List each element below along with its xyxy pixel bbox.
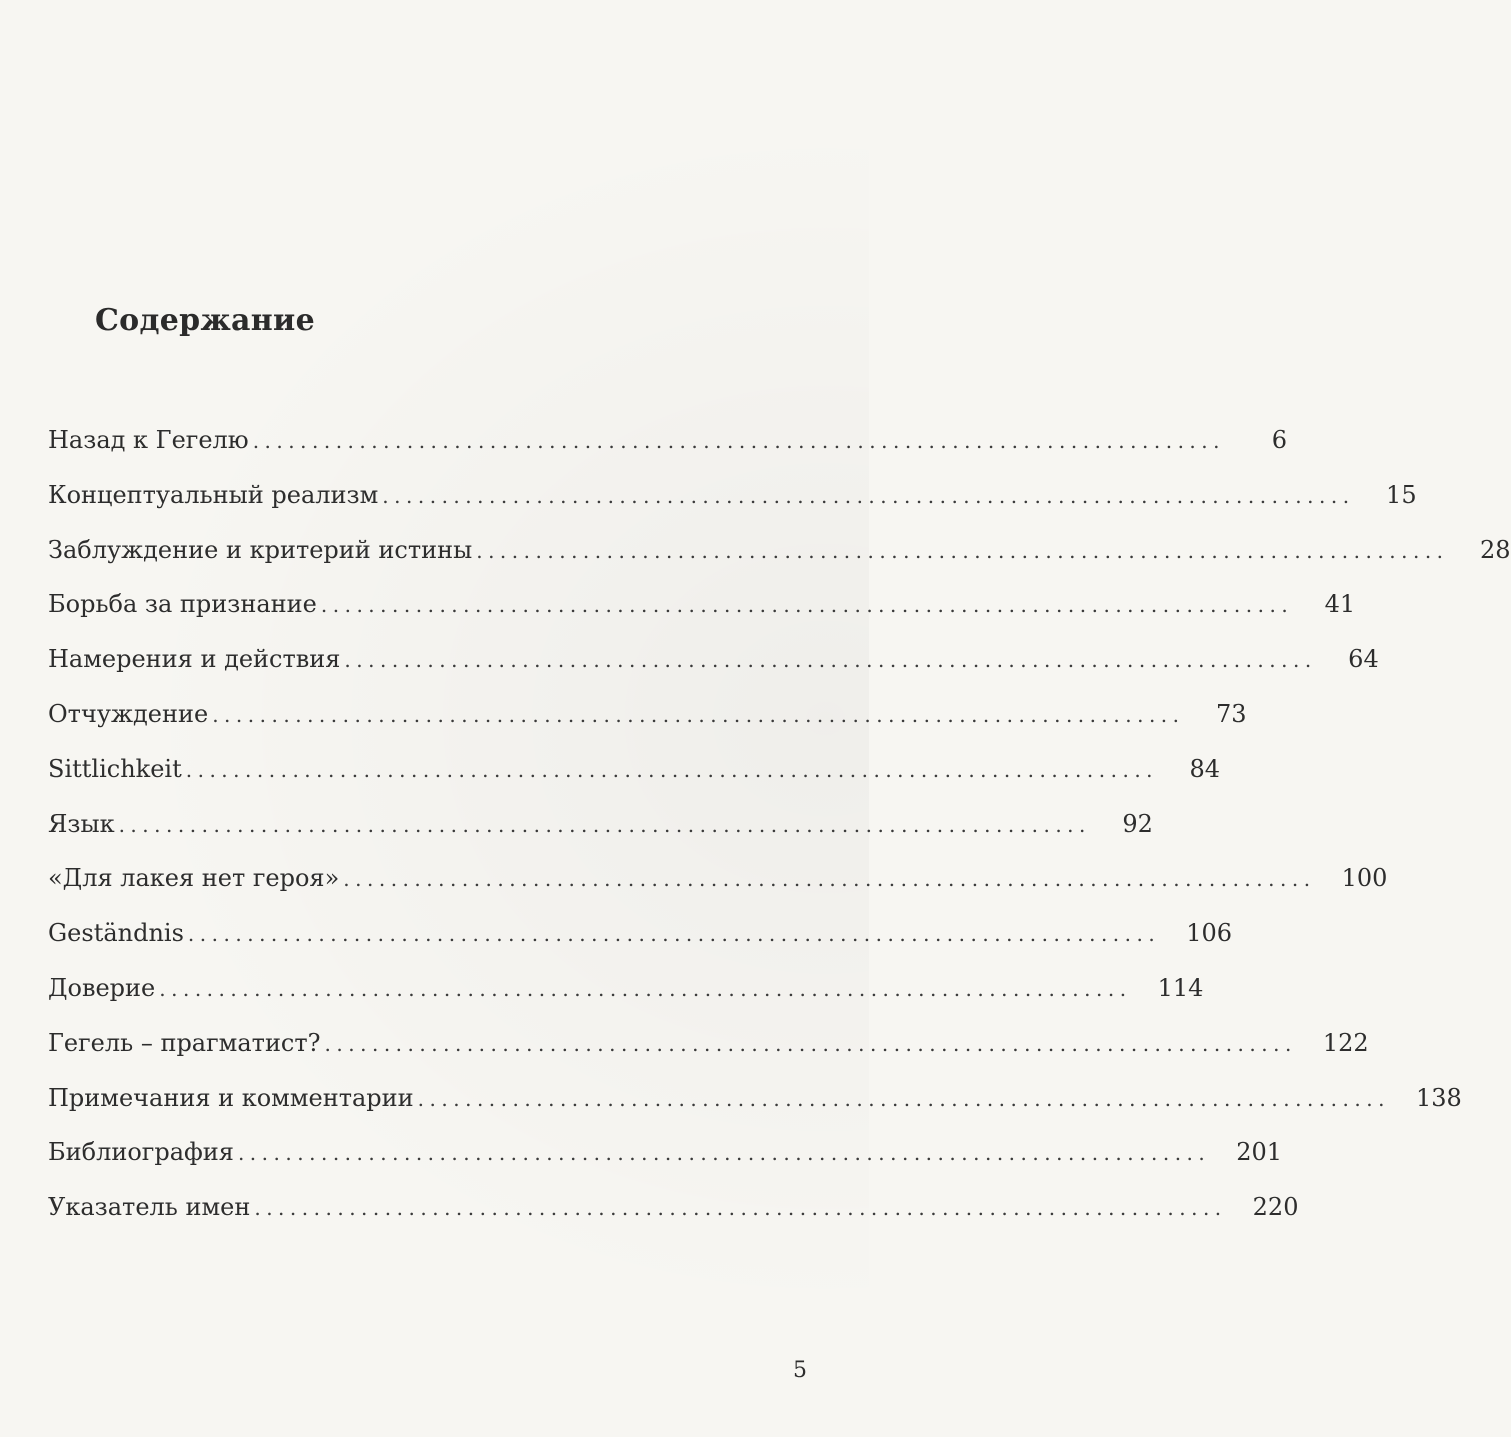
toc-entry bbox=[48, 1078, 1462, 1133]
toc-entry-title: Доверие bbox=[48, 973, 156, 1002]
toc-entry-title: Язык bbox=[48, 809, 115, 838]
table-of-contents bbox=[48, 420, 1511, 1242]
contents-heading: Содержание bbox=[95, 303, 315, 338]
toc-leader-dots: .................................................................................. bbox=[185, 757, 1159, 782]
toc-leader-dots: .................................................................................. bbox=[212, 702, 1185, 727]
toc-entry-title: Библиография bbox=[48, 1138, 234, 1167]
toc-entry-title: Примечания и комментарии bbox=[48, 1083, 414, 1112]
toc-leader-dots: .................................................................................. bbox=[254, 1196, 1227, 1221]
toc-entry-page: 84 bbox=[1189, 754, 1221, 783]
toc-entry-page: 73 bbox=[1215, 699, 1247, 728]
toc-entry-page: 64 bbox=[1348, 645, 1379, 674]
toc-entry bbox=[48, 475, 1417, 530]
toc-entry-title: Борьба за признание bbox=[48, 590, 317, 619]
toc-leader-dots: .................................................................................. bbox=[237, 1141, 1211, 1166]
toc-entry-title: Намерения и действия bbox=[48, 645, 341, 674]
toc-leader-dots: .................................................................................. bbox=[324, 1031, 1297, 1056]
toc-entry bbox=[48, 1132, 1283, 1187]
toc-leader-dots: .................................................................................. bbox=[320, 593, 1294, 618]
toc-entry-page: 6 bbox=[1271, 426, 1287, 454]
toc-entry-page: 114 bbox=[1157, 973, 1204, 1002]
toc-entry-title: Назад к Гегелю bbox=[48, 426, 249, 454]
toc-entry-page: 15 bbox=[1386, 480, 1417, 509]
toc-entry bbox=[48, 913, 1233, 968]
toc-entry bbox=[48, 694, 1247, 749]
toc-entry-title: Geständnis bbox=[48, 919, 184, 948]
toc-leader-dots: .................................................................................. bbox=[159, 976, 1132, 1001]
toc-entry-title: Отчуждение bbox=[48, 699, 209, 728]
toc-leader-dots: .................................................................................. bbox=[343, 867, 1316, 892]
toc-entry-title: «Для лакея нет героя» bbox=[48, 864, 340, 893]
toc-leader-dots: .................................................................................. bbox=[382, 483, 1355, 508]
toc-entry bbox=[48, 1187, 1299, 1242]
toc-entry-page: 41 bbox=[1324, 590, 1356, 619]
toc-entry-page: 138 bbox=[1415, 1083, 1462, 1112]
toc-entry-page: 28 bbox=[1479, 535, 1511, 564]
toc-entry bbox=[48, 749, 1221, 804]
toc-entry-title: Гегель – прагматист? bbox=[48, 1028, 321, 1057]
toc-entry-title: Sittlichkeit bbox=[48, 754, 182, 783]
toc-entry-page: 100 bbox=[1341, 864, 1388, 893]
toc-entry bbox=[48, 530, 1511, 585]
toc-leader-dots: .................................................................................. bbox=[344, 648, 1317, 673]
toc-entry bbox=[48, 968, 1204, 1023]
toc-entry-page: 106 bbox=[1186, 919, 1233, 948]
toc-entry bbox=[48, 639, 1379, 694]
toc-entry-title: Указатель имен bbox=[48, 1193, 251, 1222]
toc-leader-dots: .................................................................................. bbox=[118, 812, 1091, 837]
toc-leader-dots: .................................................................................. bbox=[187, 922, 1161, 947]
toc-entry bbox=[48, 420, 1287, 475]
toc-entry bbox=[48, 584, 1356, 639]
toc-entry-page: 220 bbox=[1252, 1193, 1299, 1222]
toc-leader-dots: .................................................................................. bbox=[252, 429, 1225, 453]
toc-entry-page: 201 bbox=[1236, 1138, 1283, 1167]
toc-entry-title: Заблуждение и критерий истины bbox=[48, 535, 473, 564]
page-number: 5 bbox=[793, 1358, 807, 1383]
toc-entry-title: Концептуальный реализм bbox=[48, 480, 379, 509]
toc-entry bbox=[48, 858, 1388, 913]
toc-entry bbox=[48, 804, 1153, 859]
toc-entry-page: 92 bbox=[1122, 809, 1153, 838]
toc-entry-page: 122 bbox=[1322, 1028, 1369, 1057]
toc-leader-dots: .................................................................................. bbox=[417, 1086, 1390, 1111]
toc-leader-dots: .................................................................................. bbox=[476, 538, 1449, 563]
toc-entry bbox=[48, 1023, 1369, 1078]
